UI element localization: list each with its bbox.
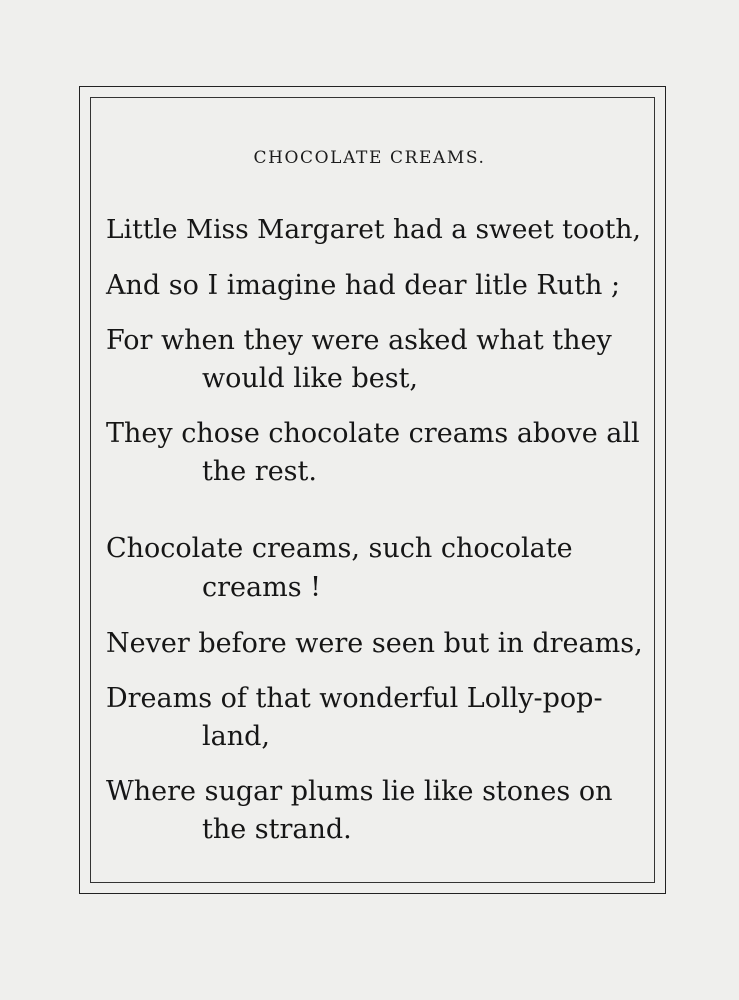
poem-line: Dreams of that wonderful Lolly-pop-	[106, 683, 603, 714]
poem-line-continuation: would like best,	[202, 363, 418, 394]
poem-line-continuation: land,	[202, 721, 270, 752]
poem-line-continuation: the rest.	[202, 456, 317, 487]
poem-line: Little Miss Margaret had a sweet tooth,	[106, 214, 641, 245]
poem-line: For when they were asked what they	[106, 325, 612, 356]
poem-line: Where sugar plums lie like stones on	[106, 776, 613, 807]
poem-line: Chocolate creams, such chocolate	[106, 533, 573, 564]
poem-line: And so I imagine had dear litle Ruth ;	[106, 270, 621, 301]
poem-line-continuation: the strand.	[202, 814, 352, 845]
poem-line: They chose chocolate creams above all	[106, 418, 640, 449]
poem-title: CHOCOLATE CREAMS.	[253, 148, 486, 168]
poem-line-continuation: creams !	[202, 572, 321, 603]
poem-line: Never before were seen but in dreams,	[106, 628, 643, 659]
